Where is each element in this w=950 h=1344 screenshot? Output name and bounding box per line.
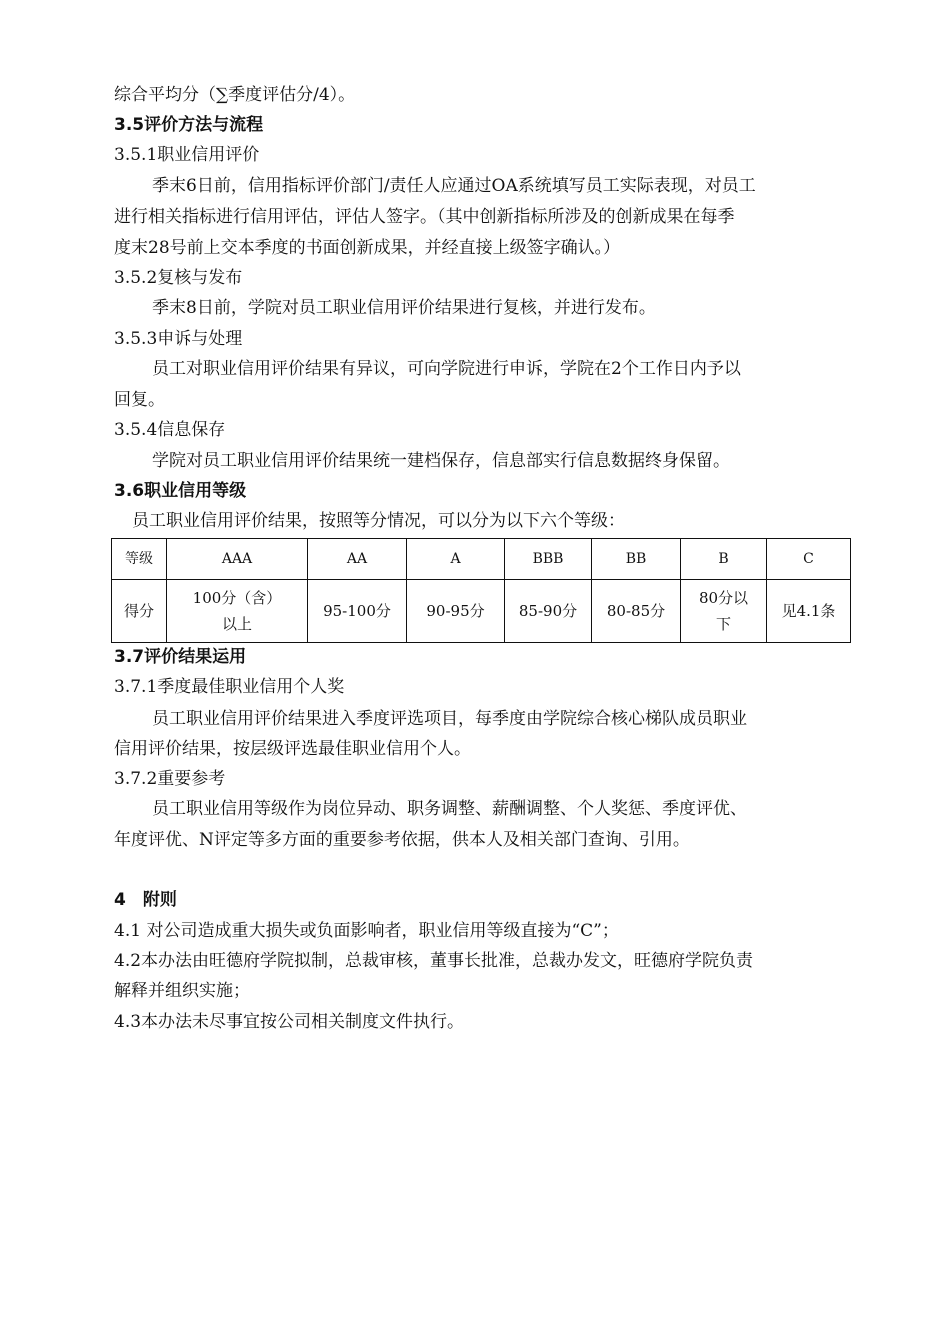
table-row	[112, 539, 851, 580]
table-cell: BB	[592, 539, 681, 580]
paragraph-line: 员工职业信用评价结果，按照等分情况，可以分为以下六个等级：	[132, 511, 625, 531]
subsection-heading-3-7-1: 3.7.1季度最佳职业信用个人奖	[114, 677, 345, 697]
table-cell: 80分以下	[681, 580, 767, 643]
table-cell: 100分（含）以上	[167, 580, 308, 643]
table-cell: B	[681, 539, 767, 580]
paragraph-line: 4.3本办法未尽事宜按公司相关制度文件执行。	[114, 1012, 465, 1032]
table-cell: 见4.1条	[767, 580, 851, 643]
paragraph-line: 4.1 对公司造成重大损失或负面影响者，职业信用等级直接为“C”；	[114, 921, 619, 941]
subsection-heading-3-7-2: 3.7.2重要参考	[114, 769, 226, 789]
table-cell: 90-95分	[407, 580, 505, 643]
paragraph-line: 年度评优、N评定等多方面的重要参考依据，供本人及相关部门查询、引用。	[114, 830, 690, 850]
table-cell: AA	[308, 539, 407, 580]
paragraph-line: 综合平均分（∑季度评估分/4）。	[114, 85, 356, 105]
table-cell: A	[407, 539, 505, 580]
paragraph-line: 员工职业信用等级作为岗位异动、职务调整、薪酬调整、个人奖惩、季度评优、	[152, 799, 747, 819]
table-cell: BBB	[505, 539, 592, 580]
subsection-heading-3-5-4: 3.5.4信息保存	[114, 420, 226, 440]
table-cell: C	[767, 539, 851, 580]
section-heading-3-7: 3.7评价结果运用	[114, 647, 247, 667]
table-cell: 等级	[112, 539, 167, 580]
table-cell: AAA	[167, 539, 308, 580]
table-row	[112, 580, 851, 643]
table-cell: 得分	[112, 580, 167, 643]
paragraph-line: 回复。	[114, 390, 165, 410]
paragraph-line: 解释并组织实施；	[114, 981, 250, 1001]
grade-table	[111, 538, 851, 643]
paragraph-line: 季末6日前，信用指标评价部门/责任人应通过OA系统填写员工实际表现，对员工	[152, 176, 756, 196]
subsection-heading-3-5-2: 3.5.2复核与发布	[114, 268, 243, 288]
paragraph-line: 4.2本办法由旺德府学院拟制，总裁审核，董事长批准，总裁办发文，旺德府学院负责	[114, 951, 754, 971]
paragraph-line: 员工对职业信用评价结果有异议，可向学院进行申诉，学院在2个工作日内予以	[152, 359, 741, 379]
section-heading-4: 4 附则	[114, 890, 177, 910]
table-cell: 85-90分	[505, 580, 592, 643]
section-heading-3-6: 3.6职业信用等级	[114, 481, 247, 501]
paragraph-line: 季末8日前，学院对员工职业信用评价结果进行复核，并进行发布。	[152, 298, 656, 318]
paragraph-line: 学院对员工职业信用评价结果统一建档保存，信息部实行信息数据终身保留。	[152, 451, 730, 471]
section-heading-3-5: 3.5评价方法与流程	[114, 115, 264, 135]
table-cell: 80-85分	[592, 580, 681, 643]
paragraph-line: 员工职业信用评价结果进入季度评选项目，每季度由学院综合核心梯队成员职业	[152, 709, 747, 729]
paragraph-line: 进行相关指标进行信用评估，评估人签字。（其中创新指标所涉及的创新成果在每季	[114, 207, 735, 227]
subsection-heading-3-5-3: 3.5.3申诉与处理	[114, 329, 243, 349]
subsection-heading-3-5-1: 3.5.1职业信用评价	[114, 145, 260, 165]
paragraph-line: 信用评价结果，按层级评选最佳职业信用个人。	[114, 739, 471, 759]
table-cell: 95-100分	[308, 580, 407, 643]
paragraph-line: 度末28号前上交本季度的书面创新成果，并经直接上级签字确认。）	[114, 238, 621, 258]
